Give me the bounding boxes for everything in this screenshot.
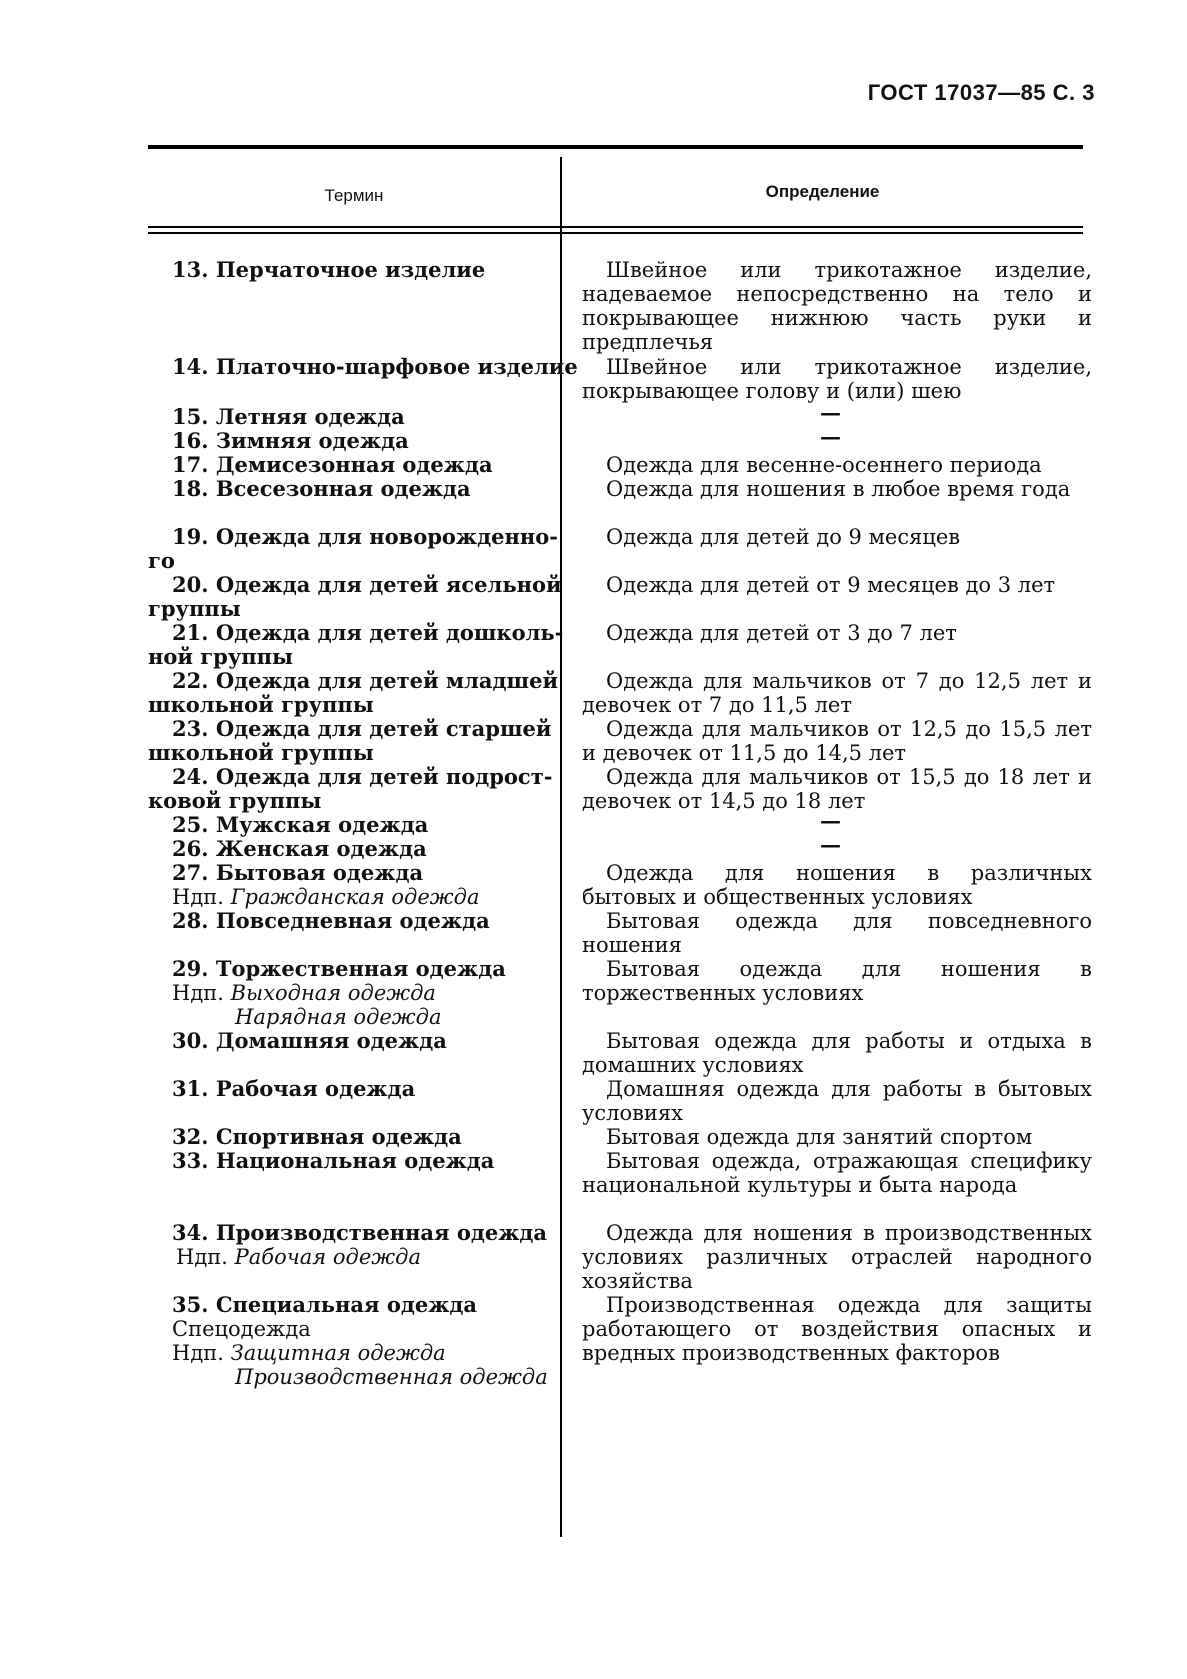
- term-21-line2: ной группы: [148, 644, 294, 669]
- definition-25-dash: —: [820, 808, 841, 833]
- column-header-term: Термин: [324, 186, 384, 205]
- term-25: 25. Мужская одежда: [172, 812, 429, 837]
- definition-19: Одежда для детей до 9 месяцев: [606, 525, 961, 549]
- term-35: 35. Специальная одежда: [172, 1292, 478, 1317]
- term-14: 14. Платочно-шарфовое изделие: [172, 354, 578, 379]
- definition-23: Одежда для мальчиков от 12,5 до 15,5 лет и девочек от 11,5 до 14,5 лет: [582, 717, 1092, 765]
- ndp-label: Ндп.: [172, 981, 224, 1005]
- definition-35: Производственная одежда для защиты работающего от воздействия опасных и вредных производственных факторов: [582, 1293, 1092, 1365]
- ndp-term: Выходная одежда: [230, 981, 436, 1005]
- table-top-rule: [148, 145, 1083, 149]
- definition-17: Одежда для весенне-осеннего периода: [606, 453, 1042, 477]
- definition-18: Одежда для ношения в любое время года: [606, 477, 1071, 501]
- term-29-ndp: [172, 981, 436, 1005]
- term-16: 16. Зимняя одежда: [172, 428, 409, 453]
- definition-33: Бытовая одежда, отражающая специфику национальной культуры и быта народа: [582, 1149, 1092, 1197]
- term-24-line2: ковой группы: [148, 788, 322, 813]
- term-27: 27. Бытовая одежда: [172, 860, 424, 885]
- term-30: 30. Домашняя одежда: [172, 1028, 447, 1053]
- term-13: 13. Перчаточное изделие: [172, 257, 486, 282]
- term-23-line2: школьной группы: [148, 740, 374, 765]
- term-19-line1: 19. Одежда для новорожденно-: [172, 524, 558, 549]
- term-34: 34. Производственная одежда: [172, 1220, 548, 1245]
- definition-34: Одежда для ношения в производственных условиях различных отраслей народного хозяйства: [582, 1221, 1092, 1293]
- definition-22: Одежда для мальчиков от 7 до 12,5 лет и девочек от 7 до 11,5 лет: [582, 669, 1092, 717]
- definition-32: Бытовая одежда для занятий спортом: [606, 1125, 1033, 1149]
- definition-16-dash: —: [820, 424, 841, 449]
- header-rule-double: [148, 232, 1083, 234]
- ndp-label: Ндп.: [172, 885, 224, 909]
- term-20-line1: 20. Одежда для детей ясельной: [172, 572, 562, 597]
- term-21-line1: 21. Одежда для детей дошколь-: [172, 620, 564, 645]
- term-23-line1: 23. Одежда для детей старшей: [172, 716, 552, 741]
- definition-14: Швейное или трикотажное изделие, покрывающее голову и (или) шею: [582, 355, 1092, 403]
- term-15: 15. Летняя одежда: [172, 404, 405, 429]
- term-33: 33. Национальная одежда: [172, 1148, 495, 1173]
- definition-29: Бытовая одежда для ношения в торжественных условиях: [582, 957, 1092, 1005]
- definition-15-dash: —: [820, 400, 841, 425]
- term-24-line1: 24. Одежда для детей подрост-: [172, 764, 553, 789]
- definition-30: Бытовая одежда для работы и отдыха в домашних условиях: [582, 1029, 1092, 1077]
- column-header-definition: Определение: [765, 182, 880, 201]
- ndp-term: Рабочая одежда: [234, 1245, 421, 1269]
- definition-31: Домашняя одежда для работы в бытовых условиях: [582, 1077, 1092, 1125]
- term-22-line2: школьной группы: [148, 692, 374, 717]
- term-17: 17. Демисезонная одежда: [172, 452, 493, 477]
- term-29-ndp-2: Нарядная одежда: [235, 1005, 442, 1029]
- ndp-term: Защитная одежда: [230, 1341, 446, 1365]
- ndp-term: Гражданская одежда: [230, 885, 480, 909]
- ndp-label: Ндп.: [176, 1245, 228, 1269]
- definition-20: Одежда для детей от 9 месяцев до 3 лет: [606, 573, 1056, 597]
- term-18: 18. Всесезонная одежда: [172, 476, 471, 501]
- term-26: 26. Женская одежда: [172, 836, 427, 861]
- page-header: ГОСТ 17037—85 С. 3: [867, 80, 1095, 105]
- definition-13: Швейное или трикотажное изделие, надеваемое непосредственно на тело и покрывающее нижнюю часть руки и предплечья: [582, 258, 1092, 354]
- term-19-line2: го: [148, 548, 175, 573]
- definition-24: Одежда для мальчиков от 15,5 до 18 лет и девочек от 14,5 до 18 лет: [582, 765, 1092, 813]
- header-rule: [148, 226, 1083, 228]
- ndp-label: Ндп.: [172, 1341, 224, 1365]
- term-29: 29. Торжественная одежда: [172, 956, 506, 981]
- term-22-line1: 22. Одежда для детей младшей: [172, 668, 559, 693]
- term-28: 28. Повседневная одежда: [172, 908, 490, 933]
- definition-28: Бытовая одежда для повседневного ношения: [582, 909, 1092, 957]
- term-27-ndp: [172, 885, 480, 909]
- term-35-ndp: [172, 1341, 446, 1365]
- definition-27: Одежда для ношения в различных бытовых и общественных условиях: [582, 861, 1092, 909]
- term-35-synonym: Спецодежда: [172, 1317, 311, 1341]
- definition-26-dash: —: [820, 832, 841, 857]
- definition-21: Одежда для детей от 3 до 7 лет: [606, 621, 957, 645]
- term-31: 31. Рабочая одежда: [172, 1076, 416, 1101]
- term-20-line2: группы: [148, 596, 241, 621]
- term-34-ndp: [176, 1245, 421, 1269]
- term-35-ndp-2: Производственная одежда: [235, 1365, 548, 1389]
- term-32: 32. Спортивная одежда: [172, 1124, 462, 1149]
